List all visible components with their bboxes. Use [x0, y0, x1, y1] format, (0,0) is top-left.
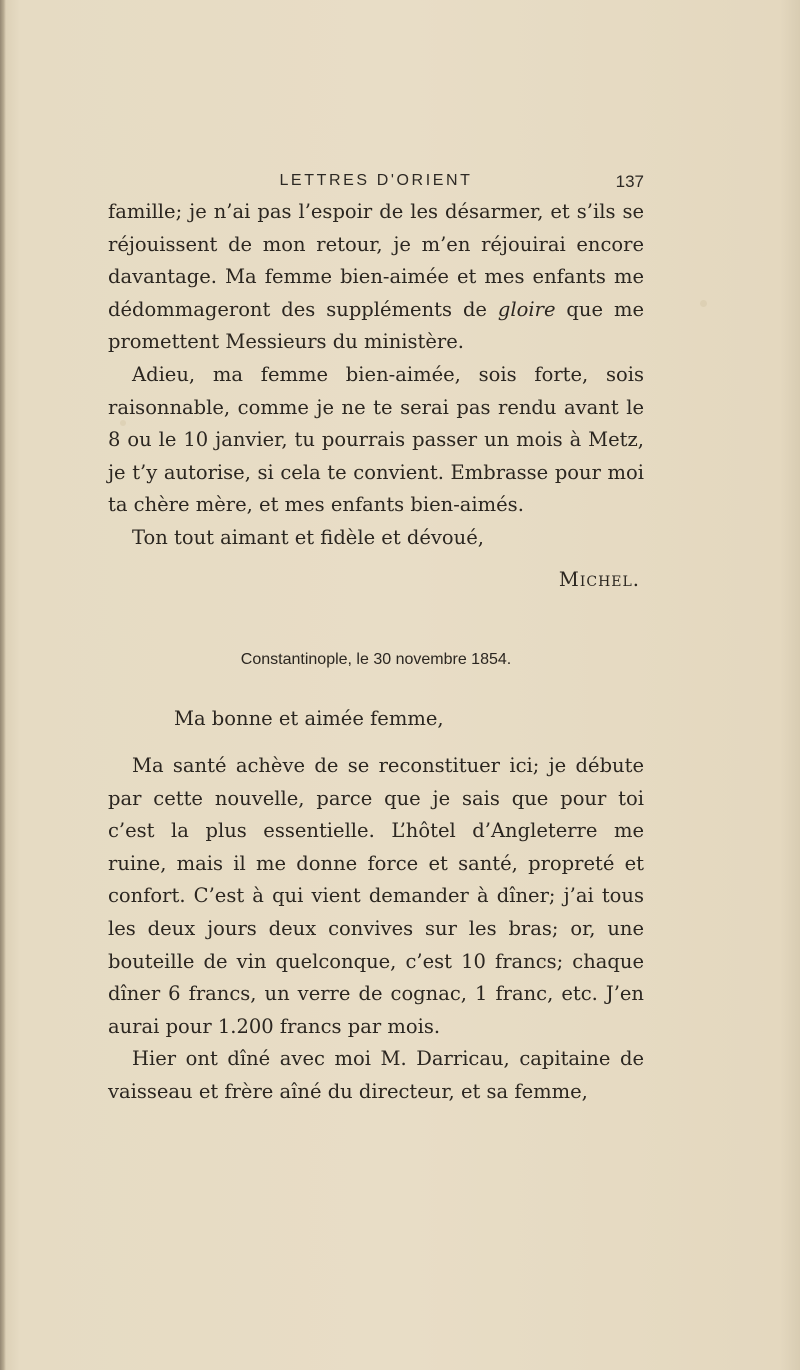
binding-edge: [0, 0, 6, 1370]
signature: Michel.: [558, 568, 640, 591]
paragraph: Ma santé achève de se reconstituer ici; je débute par cette nouvelle, parce que je sais que pour toi c’est la plus essentielle. L’hôtel d’Angleterre me ruine, mais il me donne force et santé, propreté et confort. C’est à qui vient demander à dîner; j’ai tous les deux jours deux convives sur les bras; or, une bouteille de vin quelconque, c’est 10 francs; chaque dîner 6 francs, un verre de cognac, 1 franc, etc. J’en aurai pour 1.200 francs par mois.: [108, 754, 644, 1038]
page-number: 137: [615, 172, 644, 191]
running-title: LETTRES D'ORIENT: [279, 172, 473, 189]
paragraph: Adieu, ma femme bien-aimée, sois forte, sois raisonnable, comme je ne te serai pas rendu avant le 8 ou le 10 janvier, tu pourrais passer un mois à Metz, je t’y autorise, si cela te convient. Embrasse pour moi ta chère mère, et mes enfants bien-aimés.: [108, 362, 644, 517]
closing-line: Ton tout aimant et fidèle et dévoué,: [132, 525, 484, 549]
paragraph-text: que me promettent Messieurs du ministère.: [108, 297, 644, 354]
foxing-spot: [700, 300, 707, 307]
salutation: Ma bonne et aimée femme,: [174, 707, 444, 730]
running-head: [108, 172, 644, 194]
paragraph: Hier ont dîné avec moi M. Darricau, capitaine de vaisseau et frère aîné du directeur, et sa femme,: [108, 1047, 644, 1103]
emphasis-word: gloire: [497, 297, 556, 321]
dateline: Constantinople, le 30 novembre 1854.: [240, 651, 512, 668]
letter-1-body: [108, 196, 644, 555]
paragraph-text: famille; je n’ai pas l’espoir de les désarmer, et s’ils se réjouissent de mon retour, je m’en réjouirai encore davantage. Ma femme bien-aimée et mes enfants me dédommageront des suppléments de: [108, 200, 644, 321]
letter-2-body: [108, 750, 644, 1109]
paragraph: [108, 196, 644, 359]
